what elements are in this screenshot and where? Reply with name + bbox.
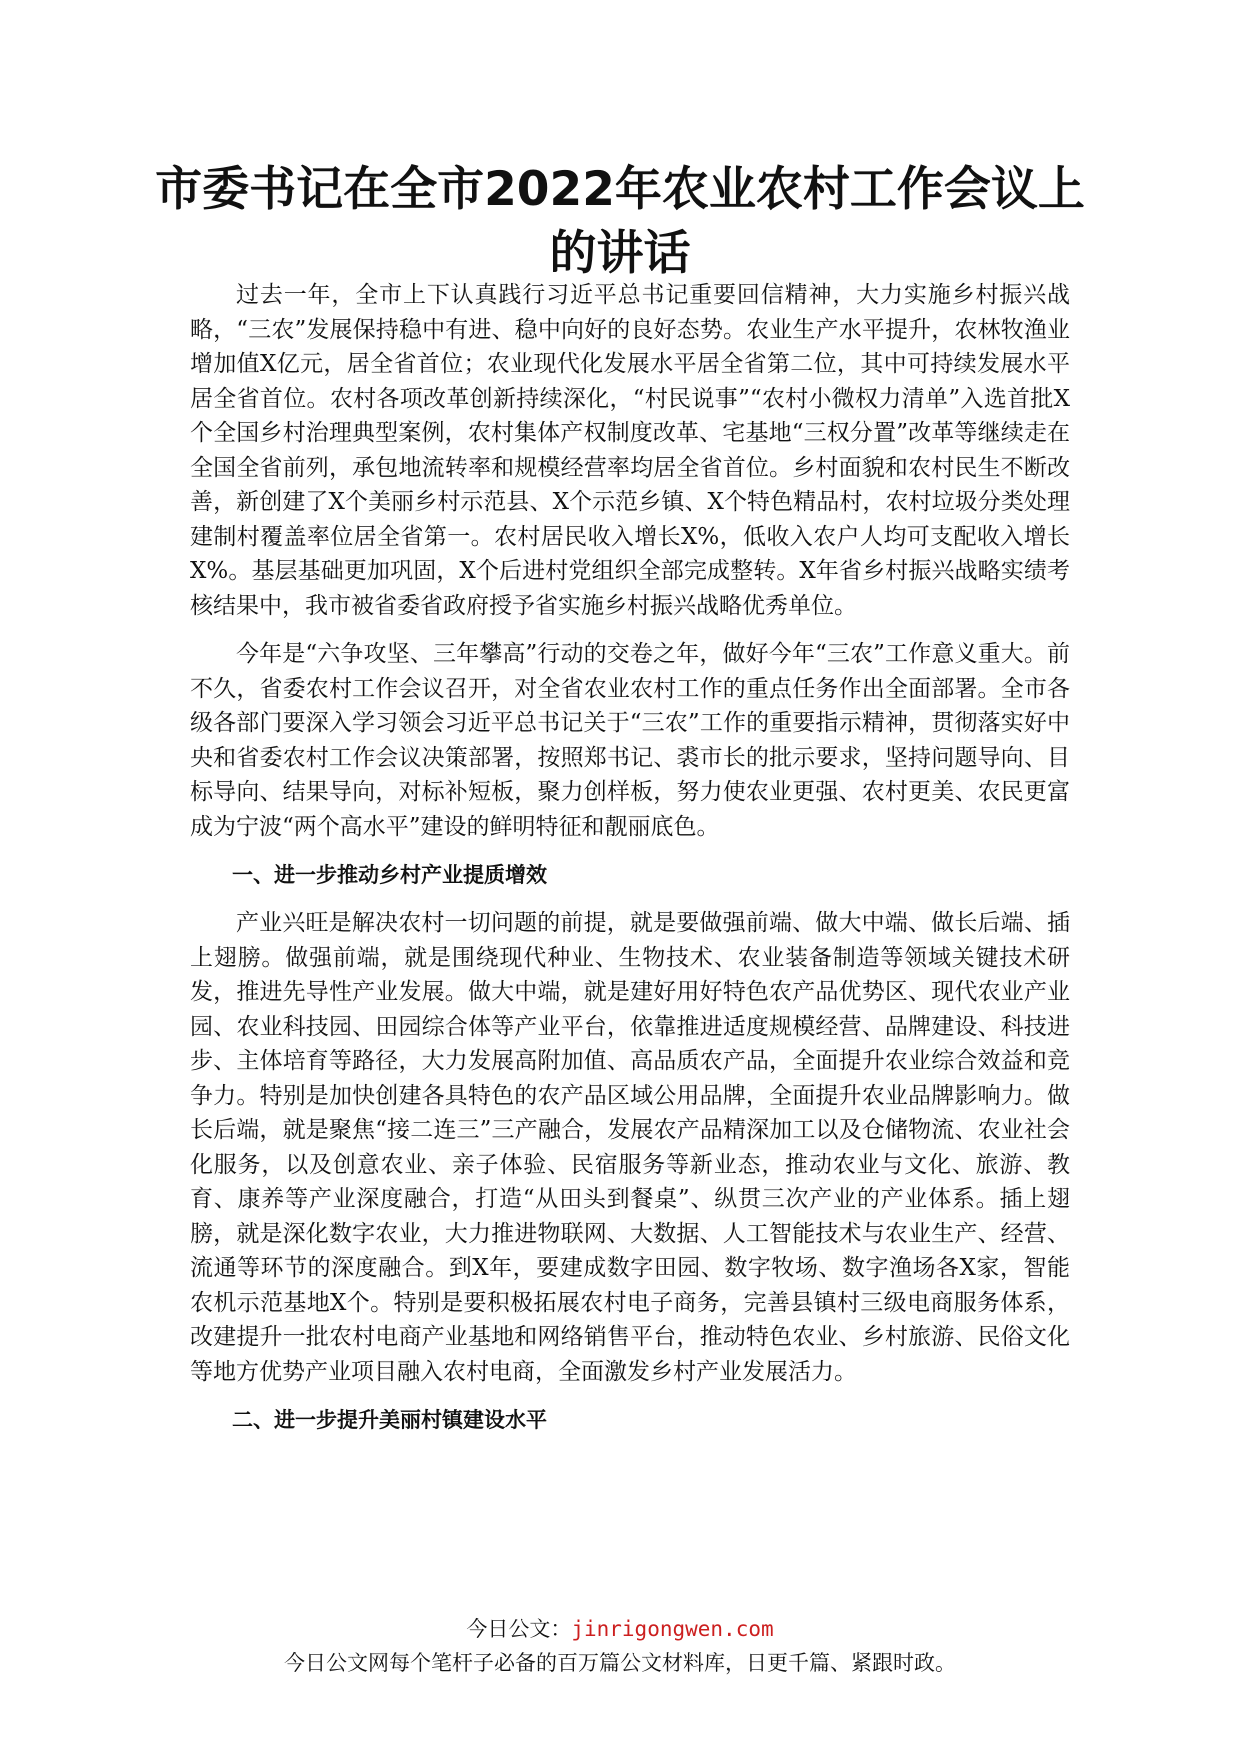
footer-source-line xyxy=(0,1612,1240,1646)
document-body xyxy=(190,278,1070,1451)
footer-watermark xyxy=(0,1612,1240,1680)
section-heading-2: 二、进一步提升美丽村镇建设水平 xyxy=(232,1408,547,1432)
paragraph-intro: 过去一年，全市上下认真践行习近平总书记重要回信精神，大力实施乡村振兴战略，“三农”发展保持稳中有进、稳中向好的良好态势。农业生产水平提升，农林牧渔业增加值X亿元，居全省首位；农业现代化发展水平居全省第二位，其中可持续发展水平居全省首位。农村各项改革创新持续深化，“村民说事”“农村小微权力清单”入选首批X个全国乡村治理典型案例，农村集体产权制度改革、宅基地“三权分置”改革等继续走在全国全省前列，承包地流转率和规模经营率均居全省首位。乡村面貌和农村民生不断改善，新创建了X个美丽乡村示范县、X个示范乡镇、X个特色精品村，农村垃圾分类处理建制村覆盖率位居全省第一。农村居民收入增长X%，低收入农户人均可支配收入增长X%。基层基础更加巩固，X个后进村党组织全部完成整转。X年省乡村振兴战略实绩考核结果中，我市被省委省政府授予省实施乡村振兴战略优秀单位。 xyxy=(190,282,1070,619)
footer-label: 今日公文： xyxy=(466,1617,572,1641)
paragraph-section-1: 产业兴旺是解决农村一切问题的前提，就是要做强前端、做大中端、做长后端、插上翅膀。做强前端，就是围绕现代种业、生物技术、农业装备制造等领域关键技术研发，推进先导性产业发展。做大中端，就是建好用好特色农产品优势区、现代农业产业园、农业科技园、田园综合体等产业平台，依靠推进适度规模经营、品牌建设、科技进步、主体培育等路径，大力发展高附加值、高品质农产品，全面提升农业综合效益和竞争力。特别是加快创建各具特色的农产品区域公用品牌，全面提升农业品牌影响力。做长后端，就是聚焦“接二连三”三产融合，发展农产品精深加工以及仓储物流、农业社会化服务，以及创意农业、亲子体验、民宿服务等新业态，推动农业与文化、旅游、教育、康养等产业深度融合，打造“从田头到餐桌”、纵贯三次产业的产业体系。插上翅膀，就是深化数字农业，大力推进物联网、大数据、人工智能技术与农业生产、经营、流通等环节的深度融合。到X年，要建成数字田园、数字牧场、数字渔场各X家，智能农机示范基地X个。特别是要积极拓展农村电子商务，完善县镇村三级电商服务体系，改建提升一批农村电商产业基地和网络销售平台，推动特色农业、乡村旅游、民俗文化等地方优势产业项目融入农村电商，全面激发乡村产业发展活力。 xyxy=(190,910,1070,1385)
document-title: 市委书记在全市2022年农业农村工作会议上的讲话 xyxy=(155,162,1085,281)
footer-tagline: 今日公文网每个笔杆子必备的百万篇公文材料库，日更千篇、紧跟时政。 xyxy=(284,1651,956,1675)
paragraph-this-year: 今年是“六争攻坚、三年攀高”行动的交卷之年，做好今年“三农”工作意义重大。前不久，省委农村工作会议召开，对全省农业农村工作的重点任务作出全面部署。全市各级各部门要深入学习领会习近平总书记关于“三农”工作的重要指示精神，贯彻落实好中央和省委农村工作会议决策部署，按照郑书记、裘市长的批示要求，坚持问题导向、目标导向、结果导向，对标补短板，聚力创样板，努力使农业更强、农村更美、农民更富成为宁波“两个高水平”建设的鲜明特征和靓丽底色。 xyxy=(190,641,1070,840)
footer-site-link[interactable]: jinrigongwen.com xyxy=(571,1617,774,1641)
section-heading-1: 一、进一步推动乡村产业提质增效 xyxy=(232,863,547,887)
